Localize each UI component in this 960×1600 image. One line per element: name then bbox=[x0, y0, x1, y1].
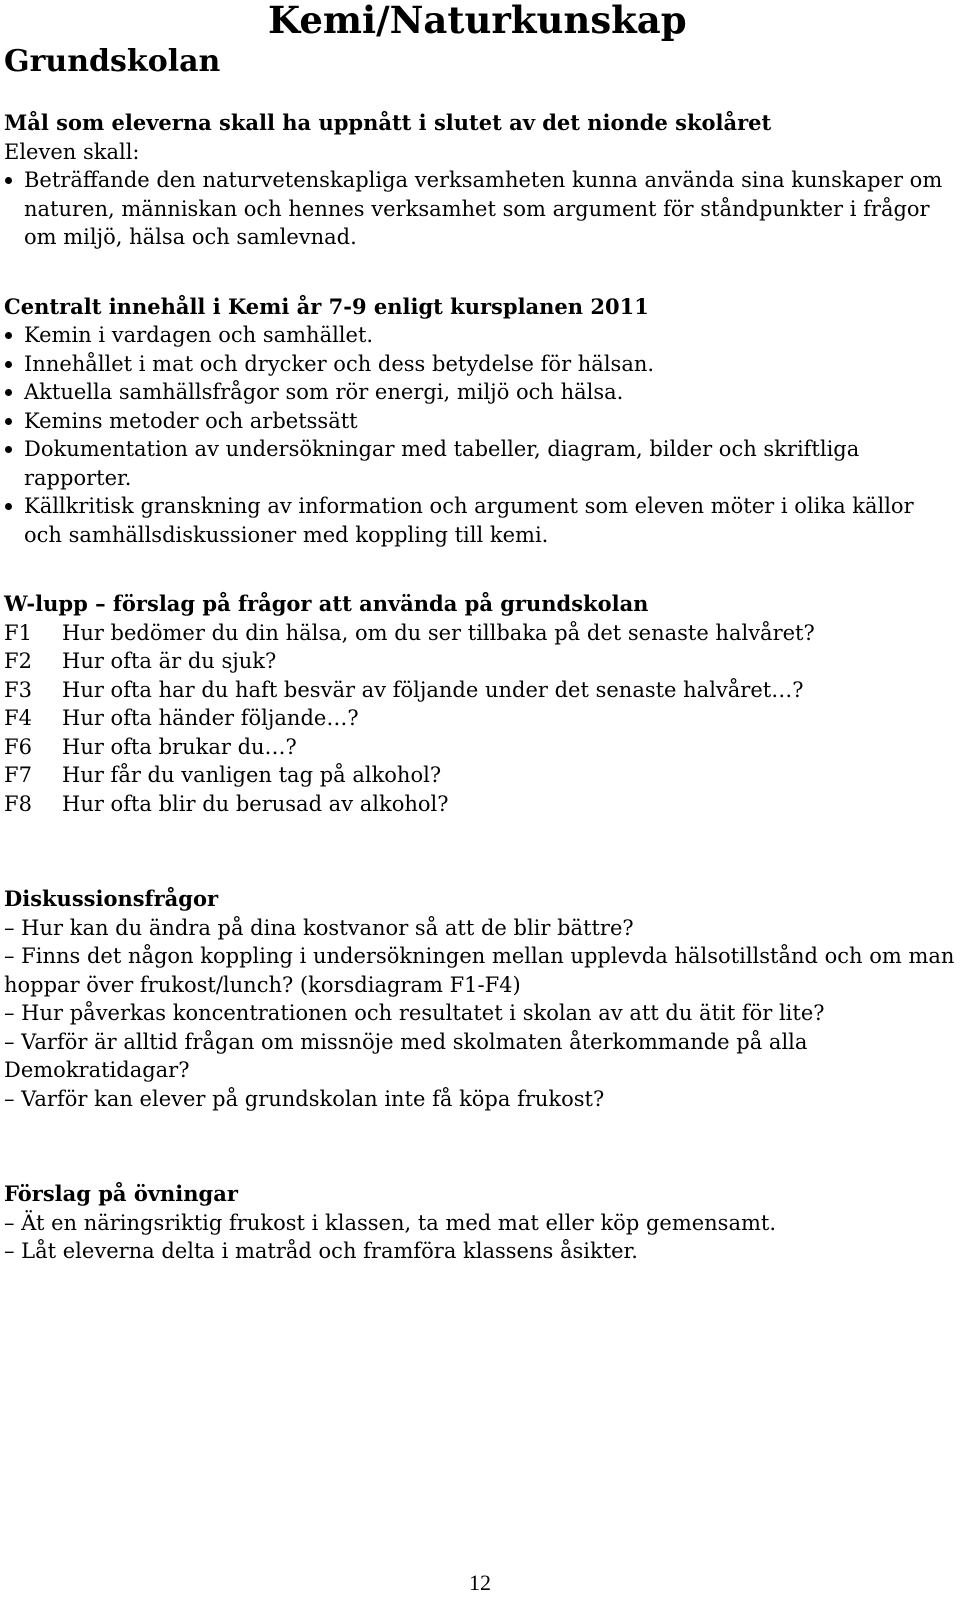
central-bullet: Dokumentation av undersökningar med tabeller, diagram, bilder och skriftliga rapporter. bbox=[4, 435, 956, 492]
question-row bbox=[4, 619, 956, 648]
question-text: Hur bedömer du din hälsa, om du ser tillbaka på det senaste halvåret? bbox=[62, 620, 815, 645]
page-number: 12 bbox=[469, 1570, 491, 1595]
goals-heading: Mål som eleverna skall ha uppnått i slutet av det nionde skolåret bbox=[4, 110, 772, 135]
page-title: Kemi/Naturkunskap bbox=[268, 0, 687, 42]
discussion-item: – Varför kan elever på grundskolan inte få köpa frukost? bbox=[4, 1086, 605, 1111]
question-code: F1 bbox=[4, 620, 32, 645]
question-text: Hur ofta blir du berusad av alkohol? bbox=[62, 791, 449, 816]
discussion-heading: Diskussionsfrågor bbox=[4, 886, 219, 911]
question-row bbox=[4, 761, 956, 790]
school-label: Grundskolan bbox=[4, 44, 221, 79]
discussion-item: – Finns det någon koppling i undersökningen mellan upplevda hälsotillstånd och om man hoppar över frukost/lunch? (korsdiagram F1-F4) bbox=[4, 944, 955, 997]
question-text: Hur ofta har du haft besvär av följande under det senaste halvåret…? bbox=[62, 677, 804, 702]
question-text: Hur ofta händer följande…? bbox=[62, 706, 359, 730]
spacer bbox=[4, 1154, 956, 1180]
question-row bbox=[4, 704, 956, 733]
central-bullet: Källkritisk granskning av information och argument som eleven möter i olika källor och samhällsdiskussioner med koppling till kemi. bbox=[4, 492, 956, 549]
exercise-item: – Låt eleverna delta i matråd och framföra klassens åsikter. bbox=[4, 1239, 638, 1263]
spacer bbox=[4, 252, 956, 293]
discussion-item: – Varför är alltid frågan om missnöje med skolmaten återkommande på alla Demokratidagar? bbox=[4, 1029, 808, 1082]
question-row bbox=[4, 676, 956, 705]
question-code: F3 bbox=[4, 677, 32, 702]
central-bullet: Innehållet i mat och drycker och dess betydelse för hälsan. bbox=[4, 350, 956, 379]
question-row bbox=[4, 790, 956, 819]
central-heading: Centralt innehåll i Kemi år 7-9 enligt kursplanen 2011 bbox=[4, 293, 649, 319]
question-text: Hur får du vanligen tag på alkohol? bbox=[62, 763, 442, 787]
document-body bbox=[4, 109, 956, 1266]
discussion-item: – Hur kan du ändra på dina kostvanor så att de blir bättre? bbox=[4, 915, 634, 940]
discussion-item: – Hur påverkas koncentrationen och resultatet i skolan av att du ätit för lite? bbox=[4, 1001, 825, 1025]
wlupp-section bbox=[4, 590, 956, 818]
spacer bbox=[4, 549, 956, 590]
central-bullet: Kemin i vardagen och samhället. bbox=[4, 321, 956, 350]
central-bullet: Kemins metoder och arbetssätt bbox=[4, 407, 956, 436]
question-code: F6 bbox=[4, 734, 32, 759]
exercises-section bbox=[4, 1180, 956, 1266]
question-code: F8 bbox=[4, 791, 32, 816]
spacer bbox=[4, 818, 956, 859]
spacer bbox=[4, 1113, 956, 1154]
question-text: Hur ofta är du sjuk? bbox=[62, 649, 277, 673]
wlupp-heading: W-lupp – förslag på frågor att använda på grundskolan bbox=[4, 591, 649, 616]
question-text: Hur ofta brukar du…? bbox=[62, 734, 297, 759]
goals-intro: Eleven skall: bbox=[4, 139, 140, 164]
question-code: F7 bbox=[4, 763, 32, 787]
spacer bbox=[4, 859, 956, 885]
question-row bbox=[4, 647, 956, 676]
question-code: F4 bbox=[4, 706, 32, 730]
exercises-heading: Förslag på övningar bbox=[4, 1181, 238, 1206]
goals-bullet: Beträffande den naturvetenskapliga verksamheten kunna använda sina kunskaper om naturen, människan och hennes verksamhet som argument för ståndpunkter i frågor om miljö, hälsa och samlevnad. bbox=[4, 166, 956, 252]
question-code: F2 bbox=[4, 649, 32, 673]
central-bullet: Aktuella samhällsfrågor som rör energi, miljö och hälsa. bbox=[4, 378, 956, 407]
central-content-section bbox=[4, 293, 956, 550]
discussion-section bbox=[4, 885, 956, 1113]
question-row bbox=[4, 733, 956, 762]
exercise-item: – Ät en näringsriktig frukost i klassen, ta med mat eller köp gemensamt. bbox=[4, 1210, 777, 1235]
goals-section bbox=[4, 109, 956, 252]
